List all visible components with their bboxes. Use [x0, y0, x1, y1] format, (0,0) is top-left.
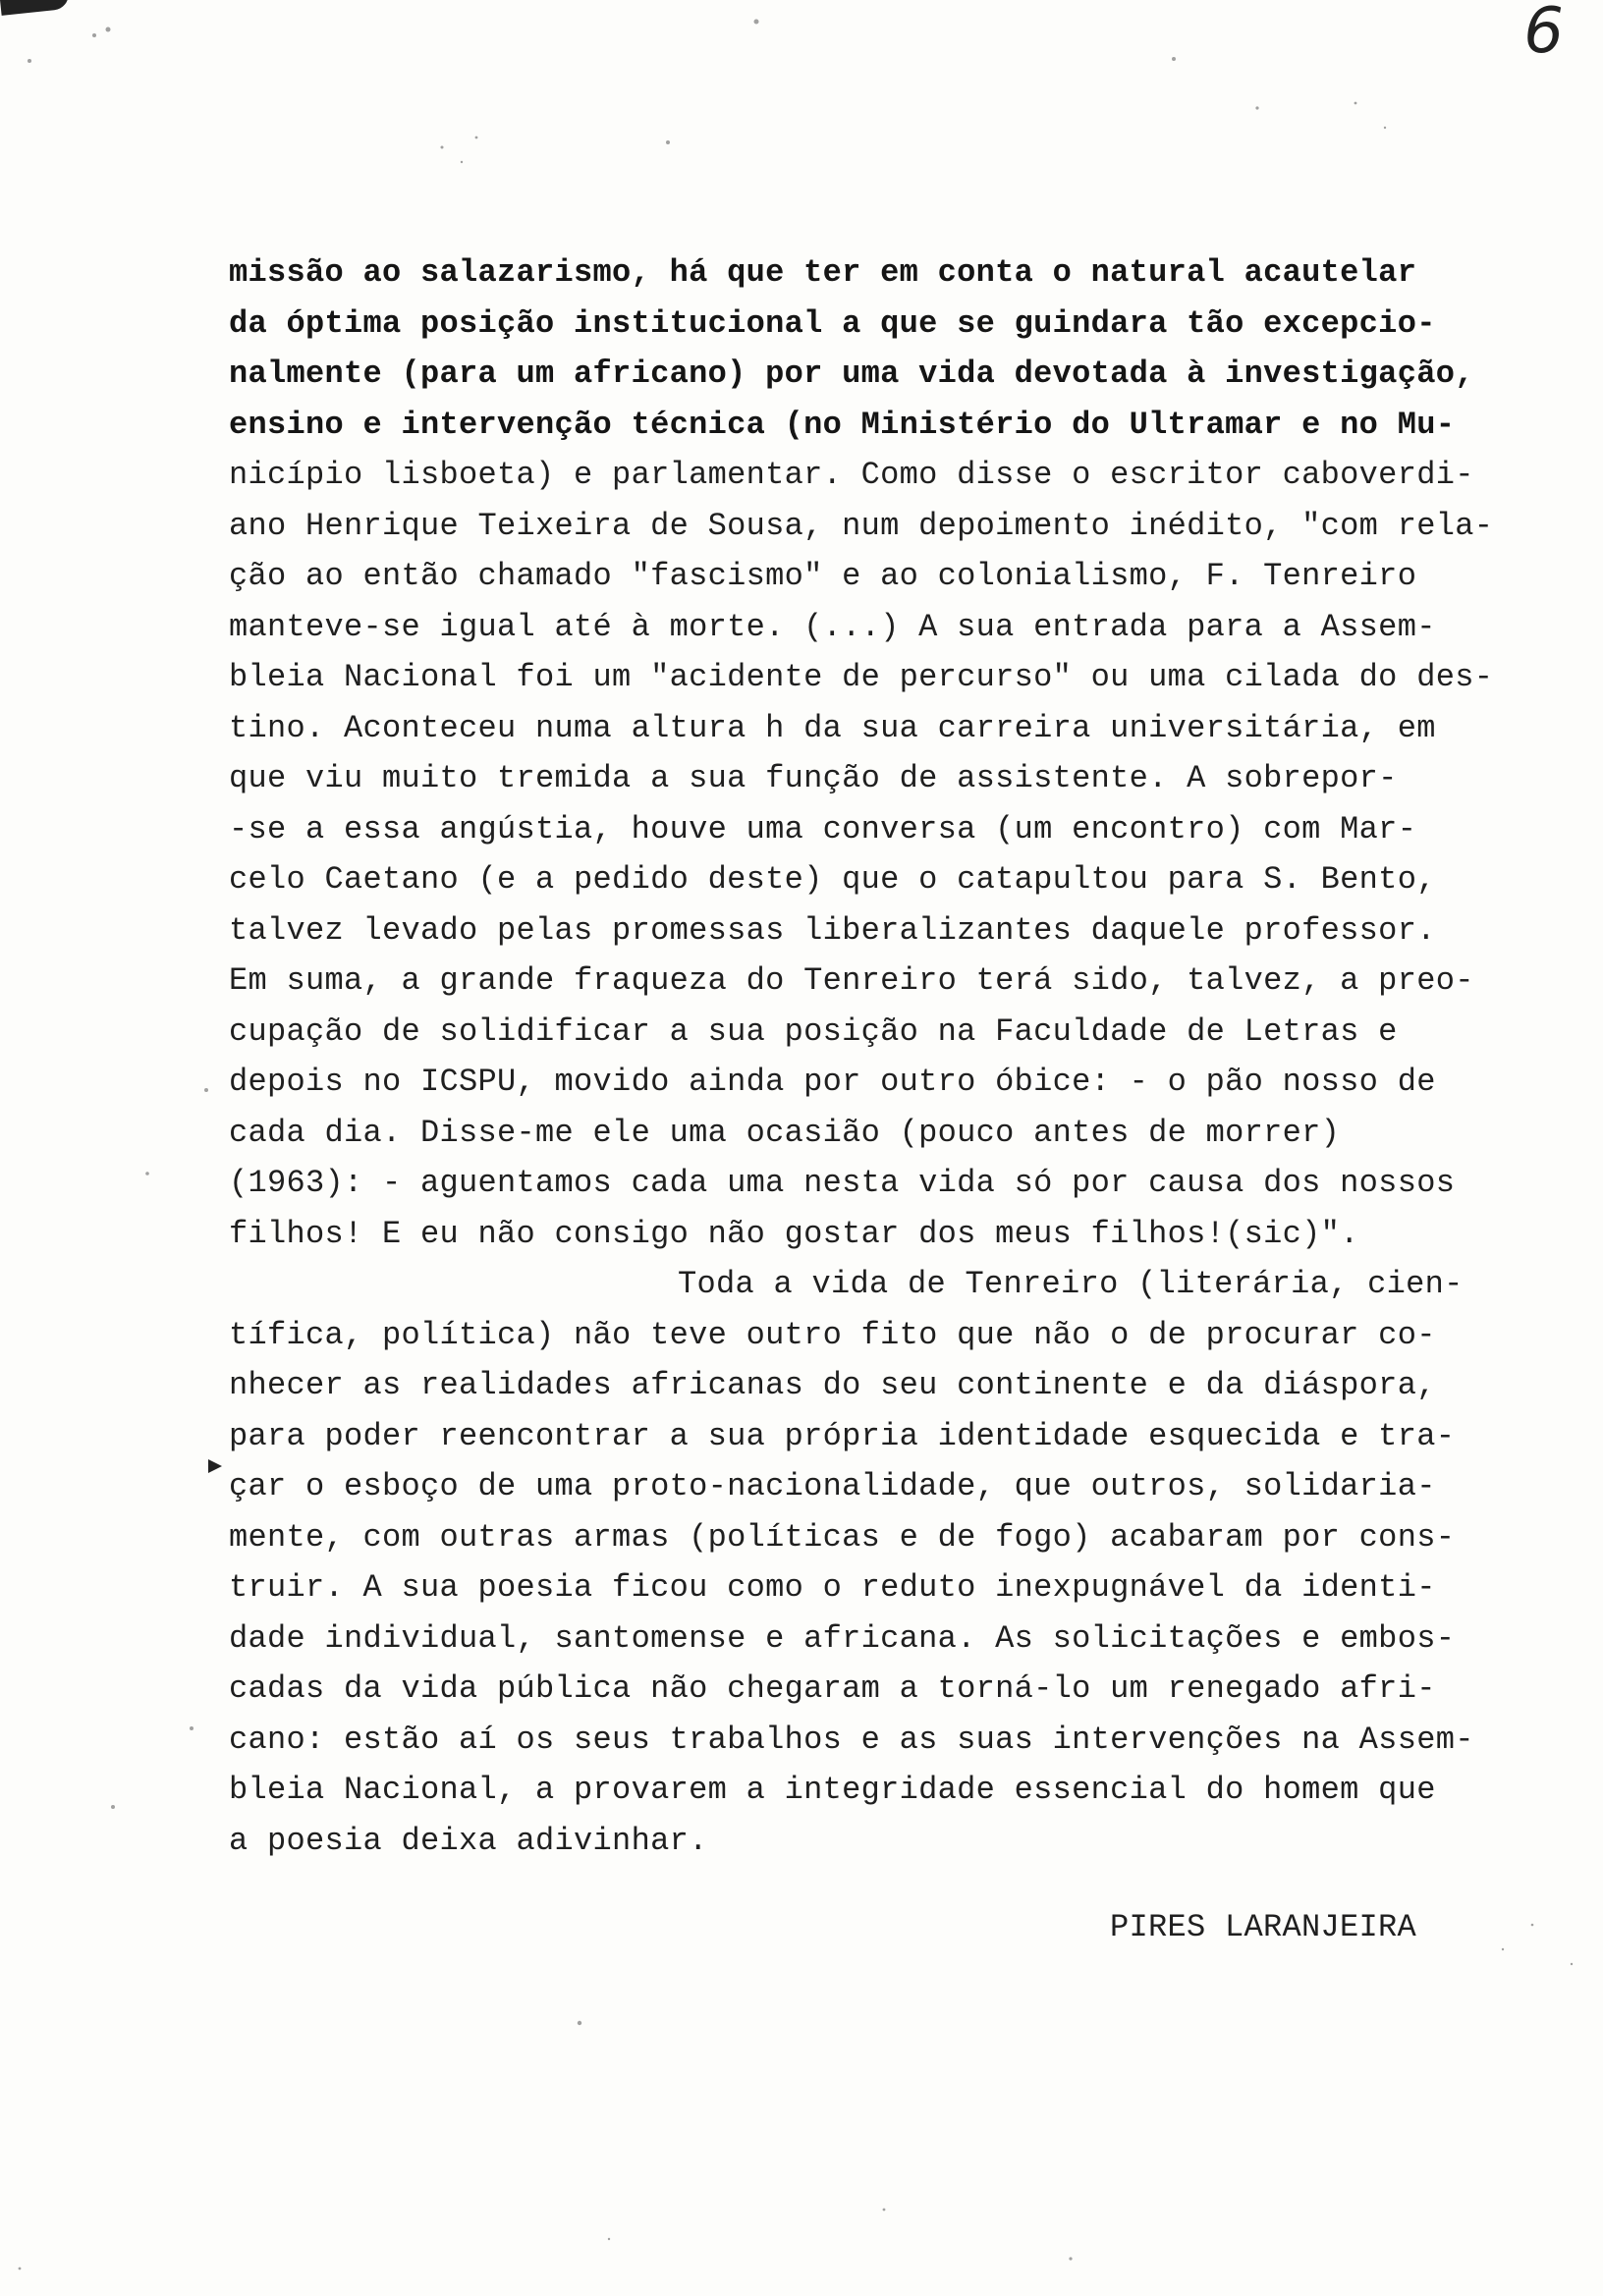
text-line: nicípio lisboeta) e parlamentar. Como disse o escritor caboverdi- [229, 457, 1474, 493]
text-line: bleia Nacional, a provarem a integridade essencial do homem que [229, 1772, 1436, 1808]
text-line: missão ao salazarismo, há que ter em conta o natural acautelar [229, 254, 1417, 291]
text-line: -se a essa angústia, houve uma conversa (um encontro) com Mar- [229, 810, 1417, 847]
text-line: cada dia. Disse-me ele uma ocasião (pouco antes de morrer) [229, 1114, 1341, 1151]
margin-arrow-icon [208, 1459, 222, 1473]
paragraph-start-line: Toda a vida de Tenreiro (literária, cien- [678, 1266, 1464, 1302]
text-line: manteve-se igual até à morte. (...) A sua entrada para a Assem- [229, 608, 1436, 645]
text-line: Em suma, a grande fraqueza do Tenreiro terá sido, talvez, a preo- [229, 962, 1474, 999]
text-line: nhecer as realidades africanas do seu continente e da diáspora, [229, 1367, 1436, 1403]
text-line: tífica, política) não teve outro fito que não o de procurar co- [229, 1316, 1436, 1353]
text-line: truir. A sua poesia ficou como o reduto inexpugnável da identi- [229, 1569, 1436, 1606]
text-line: tino. Aconteceu numa altura h da sua carreira universitária, em [229, 709, 1436, 746]
text-line: a poesia deixa adivinhar. [229, 1822, 708, 1859]
page-number: 6 [1523, 0, 1564, 68]
text-line: cano: estão aí os seus trabalhos e as suas intervenções na Assem- [229, 1721, 1474, 1758]
text-line: ano Henrique Teixeira de Sousa, num depoimento inédito, "com rela- [229, 507, 1494, 544]
author-signature: PIRES LARANJEIRA [1110, 1909, 1417, 1945]
text-line: ção ao então chamado "fascismo" e ao colonialismo, F. Tenreiro [229, 558, 1417, 594]
corner-ink-mark [0, 0, 70, 16]
text-line: talvez levado pelas promessas liberalizantes daquele professor. [229, 911, 1436, 949]
text-line: cadas da vida pública não chegaram a torná-lo um renegado afri- [229, 1670, 1436, 1707]
text-line: cupação de solidificar a sua posição na Faculdade de Letras e [229, 1012, 1398, 1050]
text-line: (1963): - aguentamos cada uma nesta vida só por causa dos nossos [229, 1165, 1456, 1201]
text-line: çar o esboço de uma proto-nacionalidade, que outros, solidaria- [229, 1468, 1436, 1504]
text-line: mente, com outras armas (políticas e de fogo) acabaram por cons- [229, 1518, 1456, 1556]
body-text [229, 247, 1584, 1866]
text-line: depois no ICSPU, movido ainda por outro óbice: - o pão nosso de [229, 1064, 1436, 1100]
text-line: filhos! E eu não consigo não gostar dos meus filhos!(sic)". [229, 1215, 1359, 1252]
text-line: da óptima posição institucional a que se guindara tão excepcio- [229, 304, 1436, 342]
text-line: ensino e intervenção técnica (no Ministério do Ultramar e no Mu- [229, 406, 1456, 443]
text-line: nalmente (para um africano) por uma vida devotada à investigação, [229, 355, 1474, 392]
text-line: que viu muito tremida a sua função de assistente. A sobrepor- [229, 760, 1398, 796]
text-line: dade individual, santomense e africana. As solicitações e embos- [229, 1619, 1456, 1657]
text-line: bleia Nacional foi um "acidente de percurso" ou uma cilada do des- [229, 659, 1494, 695]
text-line: celo Caetano (e a pedido deste) que o catapultou para S. Bento, [229, 861, 1436, 898]
text-line: para poder reencontrar a sua própria identidade esquecida e tra- [229, 1417, 1456, 1454]
